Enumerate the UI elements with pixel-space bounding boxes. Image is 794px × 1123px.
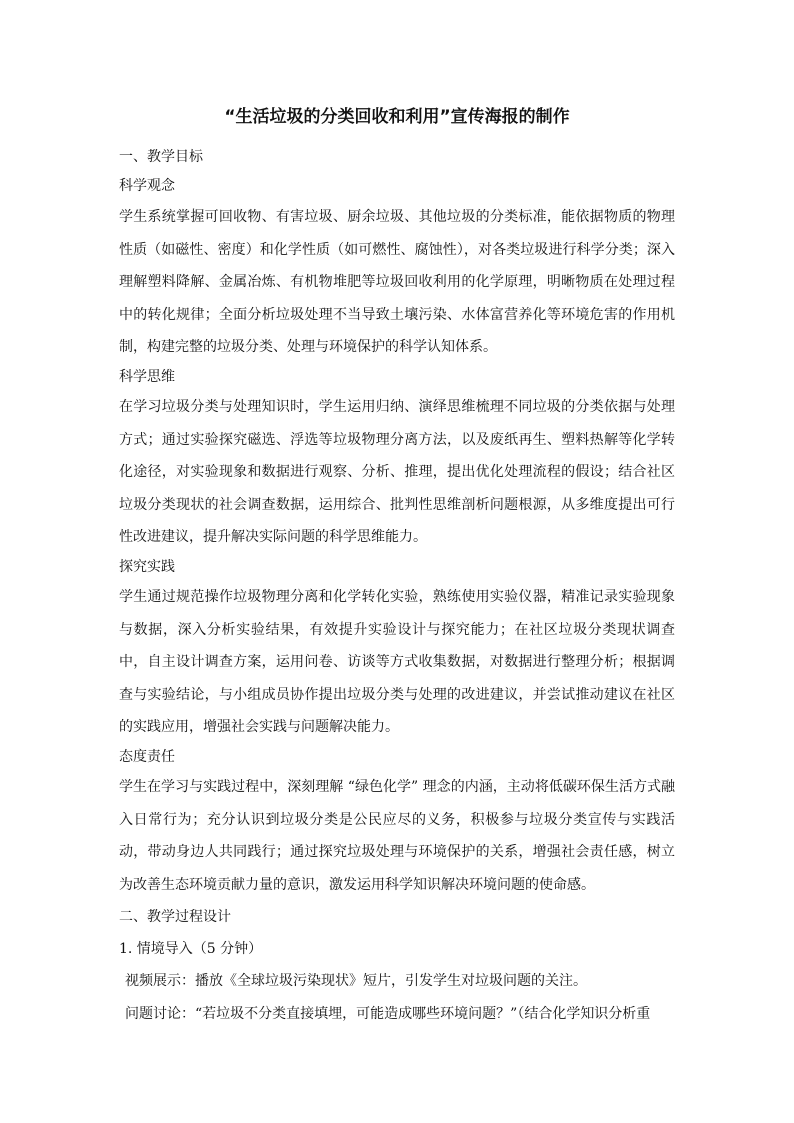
paragraph-attitude-responsibility: 学生在学习与实践过程中，深刻理解 “绿色化学” 理念的内涵，主动将低碳环保生活方式融入日常行为；充分认识到垃圾分类是公民应尽的义务，积极参与垃圾分类宣传与实践活动，带动身边人共同践行；通过探究垃圾处理与环境保护的关系，增强社会责任感，树立为改善生态环境贡献力量的意识，激发运用科学知识解决环境问题的使命感。	[119, 778, 675, 893]
document-title: “生活垃圾的分类回收和利用”宣传海报的制作	[224, 107, 570, 127]
subheading-science-concept: 科学观念	[119, 178, 175, 194]
section-heading-teaching-process: 二、教学过程设计	[119, 909, 231, 926]
step-discussion-line: 问题讨论：“若垃圾不分类直接填埋，可能造成哪些环境问题？”（结合化学知识分析重	[125, 1006, 651, 1023]
paragraph-science-concept: 学生系统掌握可回收物、有害垃圾、厨余垃圾、其他垃圾的分类标准，能依据物质的物理性质（如磁性、密度）和化学性质（如可燃性、腐蚀性），对各类垃圾进行科学分类；深入理解塑料降解、金属冶炼、有机物堆肥等垃圾回收利用的化学原理，明晰物质在处理过程中的转化规律；全面分析垃圾处理不当导致土壤污染、水体富营养化等环境危害的作用机制，构建完整的垃圾分类、处理与环境保护的科学认知体系。	[119, 209, 675, 356]
document-body	[119, 143, 675, 1031]
section-heading-teaching-goals: 一、教学目标	[119, 149, 203, 165]
subheading-attitude-responsibility: 态度责任	[119, 748, 175, 765]
subheading-science-thinking: 科学思维	[119, 368, 175, 385]
step-video-line: 视频展示：播放《全球垃圾污染现状》短片，引发学生对垃圾问题的关注。	[125, 973, 587, 990]
subheading-inquiry-practice: 探究实践	[119, 558, 175, 575]
step-heading-situation-intro: 1. 情境导入（5 分钟）	[119, 941, 263, 958]
paragraph-inquiry-practice: 学生通过规范操作垃圾物理分离和化学转化实验，熟练使用实验仪器，精准记录实验现象与数据，深入分析实验结果，有效提升实验设计与探究能力；在社区垃圾分类现状调查中，自主设计调查方案，运用问卷、访谈等方式收集数据，对数据进行整理分析；根据调查与实验结论，与小组成员协作提出垃圾分类与处理的改进建议，并尝试推动建议在社区的实践应用，增强社会实践与问题解决能力。	[119, 588, 675, 736]
paragraph-science-thinking: 在学习垃圾分类与处理知识时，学生运用归纳、演绎思维梳理不同垃圾的分类依据与处理方式；通过实验探究磁选、浮选等垃圾物理分离方法，以及废纸再生、塑料热解等化学转化途径，对实验现象和数据进行观察、分析、推理，提出优化处理流程的假设；结合社区垃圾分类现状的社会调查数据，运用综合、批判性思维剖析问题根源，从多维度提出可行性改进建议，提升解决实际问题的科学思维能力。	[119, 398, 675, 546]
